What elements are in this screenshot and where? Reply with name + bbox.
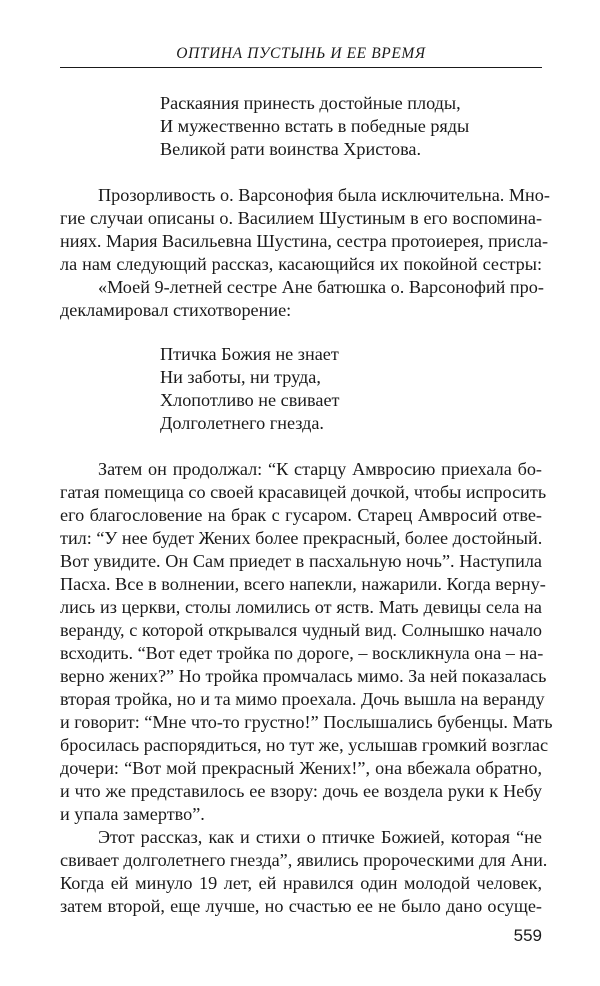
verse-line: Долголетнего гнезда. bbox=[160, 413, 324, 433]
text-line: Затем он продолжал: “К старцу Амвросию приехала бо- bbox=[98, 459, 542, 479]
text-line: лись из церкви, столы ломились от яств. Мать девицы села на bbox=[60, 597, 542, 617]
text-line: и что же представилось ее взору: дочь ее воздела руки к Небу bbox=[60, 781, 542, 801]
text-line: Когда ей минуло 19 лет, ей нравился один молодой человек, bbox=[60, 873, 542, 893]
text-line: и упала замертво”. bbox=[60, 804, 205, 824]
text-line: декламировал стихотворение: bbox=[60, 300, 292, 320]
verse-line: Раскаяния принесть достойные плоды, bbox=[160, 93, 461, 113]
text-line: его благословение на брак с гусаром. Старец Амвросий отве- bbox=[60, 505, 542, 525]
text-line: Прозорливость о. Варсонофия была исключительна. Мно- bbox=[98, 185, 550, 205]
text-line: всходить. “Вот едет тройка по дороге, – воскликнула она – на- bbox=[60, 643, 544, 663]
text-line: свивает долголетнего гнезда”, явились пророческими для Ани. bbox=[60, 850, 548, 870]
text-line: гие случаи описаны о. Василием Шустиным в его воспомина- bbox=[60, 208, 542, 228]
text-line: «Моей 9-летней сестре Ане батюшка о. Варсонофий про- bbox=[98, 277, 544, 297]
page-number: 559 bbox=[513, 926, 542, 945]
text-line: дочери: “Вот мой прекрасный Жених!”, она вбежала обратно, bbox=[60, 758, 542, 778]
verse-line: Хлопотливо не свивает bbox=[160, 390, 340, 410]
text-line: веранду, с которой открывался чудный вид. Солнышко начало bbox=[60, 620, 542, 640]
verse-line: Ни заботы, ни труда, bbox=[160, 367, 321, 387]
text-line: и говорит: “Мне что-то грустно!” Послышались бубенцы. Мать bbox=[60, 712, 553, 732]
text-line: ниях. Мария Васильевна Шустина, сестра протоиерея, присла- bbox=[60, 231, 549, 251]
running-header: ОПТИНА ПУСТЫНЬ И ЕЕ ВРЕМЯ bbox=[176, 45, 426, 62]
text-line: затем второй, еще лучше, но счастью ее не было дано осуще- bbox=[60, 896, 542, 916]
text-line: ла нам следующий рассказ, касающийся их покойной сестры: bbox=[60, 254, 542, 274]
text-line: тил: “У нее будет Жених более прекрасный, более достойный. bbox=[60, 528, 543, 548]
verse-line: Великой рати воинства Христова. bbox=[160, 139, 422, 159]
text-line: вторая тройка, но и та мимо проехала. Дочь вышла на веранду bbox=[60, 689, 545, 709]
text-line: гатая помещица со своей красавицей дочкой, чтобы испросить bbox=[60, 482, 547, 502]
text-line: бросилась распорядиться, но тут же, услышав громкий возглас bbox=[60, 735, 549, 755]
text-line: Вот увидите. Он Сам приедет в пасхальную ночь”. Наступила bbox=[60, 551, 542, 571]
header-rule bbox=[60, 67, 542, 68]
text-line: Пасха. Все в волнении, всего напекли, нажарили. Когда верну- bbox=[60, 574, 546, 594]
verse-line: Птичка Божия не знает bbox=[160, 344, 339, 364]
text-line: Этот рассказ, как и стихи о птичке Божией, которая “не bbox=[98, 827, 542, 847]
text-line: верно жених?” Но тройка промчалась мимо. За ней показалась bbox=[60, 666, 547, 686]
verse-line: И мужественно встать в победные ряды bbox=[160, 116, 470, 136]
